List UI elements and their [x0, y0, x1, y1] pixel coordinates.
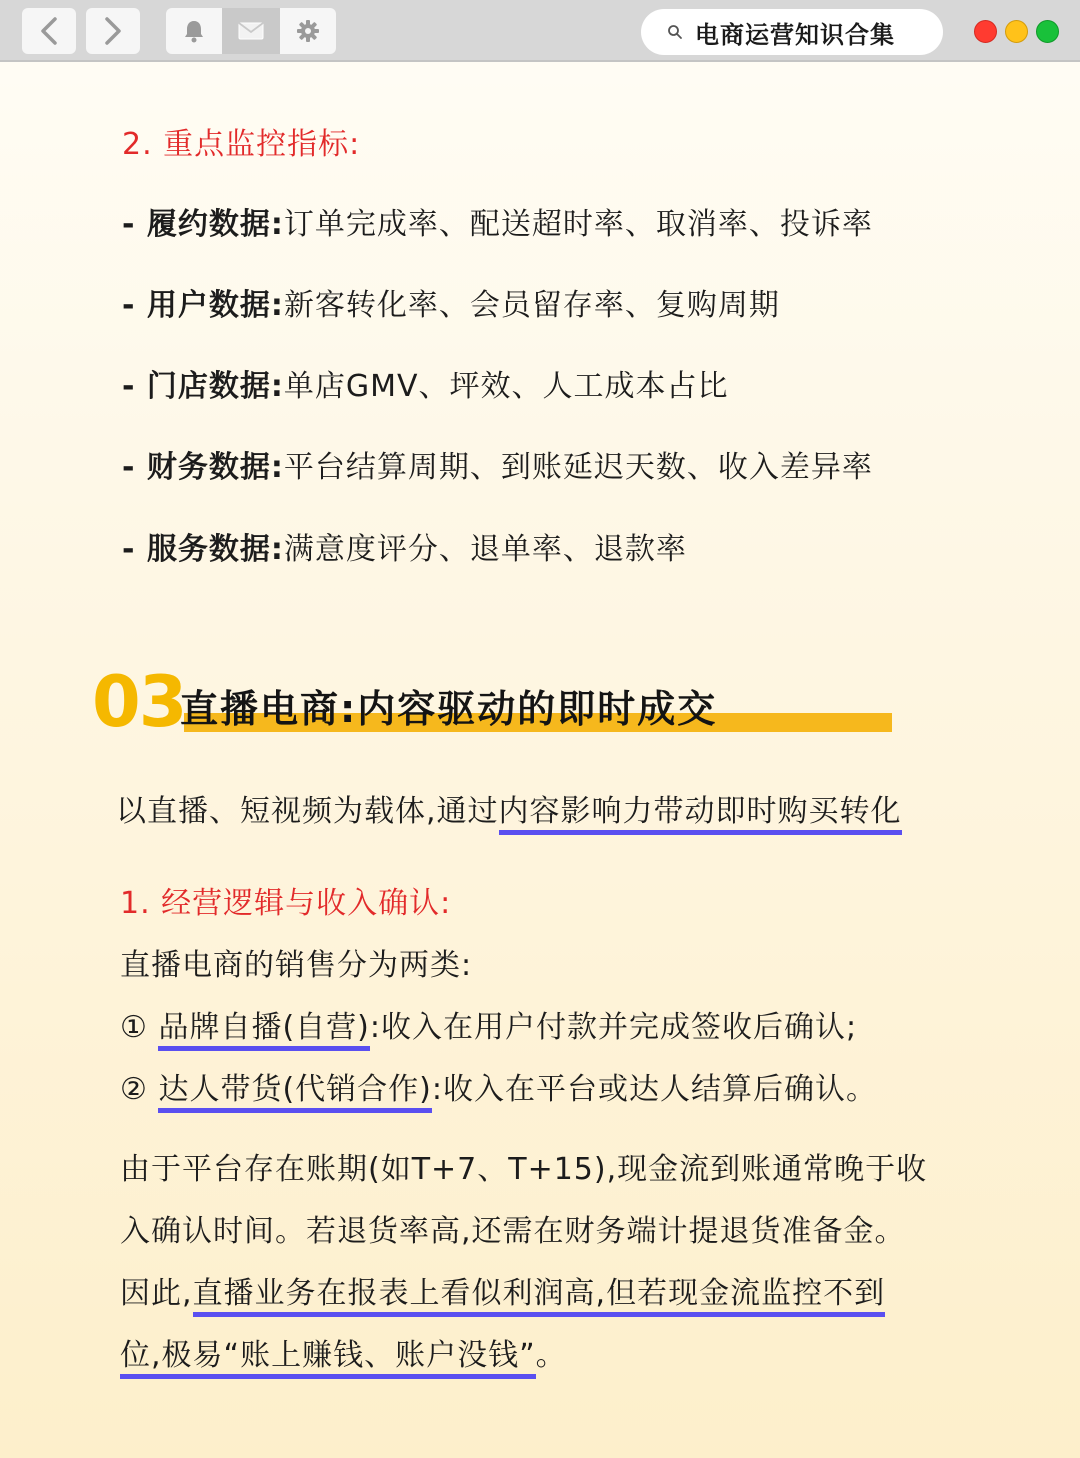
browser-toolbar [0, 0, 1080, 62]
chevron-left-icon [38, 16, 60, 46]
forward-button[interactable] [86, 8, 140, 54]
mail-icon [238, 22, 264, 40]
type-label: 达人带货(代销合作) [158, 1072, 431, 1113]
types-intro: 直播电商的销售分为两类: [120, 948, 473, 983]
metric-value: 平台结算周期、到账延迟天数、收入差异率 [283, 450, 873, 485]
intro-text: 以直播、短视频为载体,通过 [116, 794, 499, 829]
mail-button[interactable] [222, 8, 280, 54]
gear-icon [296, 19, 320, 43]
paragraph-line: 入确认时间。若退货率高,还需在财务端计提退货准备金。 [120, 1214, 906, 1249]
bullet-dash: - [122, 207, 147, 242]
section-title: 直播电商:内容驱动的即时成交 [180, 687, 718, 731]
section-number: 03 [92, 661, 186, 743]
metrics-heading: 2. 重点监控指标: [122, 127, 361, 162]
paragraph-line [120, 1268, 885, 1312]
metric-value: 新客转化率、会员留存率、复购周期 [283, 288, 780, 323]
search-icon [667, 24, 683, 40]
bell-icon [183, 19, 205, 43]
metric-key: 财务数据: [146, 450, 284, 485]
bullet-dash: - [122, 450, 147, 485]
metric-key: 服务数据: [146, 532, 284, 567]
type-text: :收入在平台或达人结算后确认。 [431, 1072, 877, 1107]
type-item-2 [120, 1064, 877, 1108]
type-label: 品牌自播(自营) [158, 1010, 369, 1051]
metric-item-service [122, 524, 687, 568]
metric-value: 满意度评分、退单率、退款率 [283, 532, 687, 567]
metric-key: 门店数据: [146, 369, 284, 404]
metric-item-user [122, 280, 780, 324]
search-bar[interactable] [641, 9, 943, 55]
type-item-1 [120, 1002, 857, 1046]
maximize-window-button[interactable] [1036, 20, 1059, 43]
metric-key: 用户数据: [146, 288, 284, 323]
paragraph-text: 。 [535, 1338, 567, 1373]
metric-item-finance [122, 442, 873, 486]
metric-value: 单店GMV、坪效、人工成本占比 [283, 369, 729, 404]
paragraph-line: 由于平台存在账期(如T+7、T+15),现金流到账通常晚于收 [120, 1152, 928, 1187]
section-intro [116, 786, 902, 830]
circled-number: ② [120, 1072, 148, 1107]
paragraph-highlight: 直播业务在报表上看似利润高,但若现金流监控不到 [193, 1276, 886, 1317]
type-text: :收入在用户付款并完成签收后确认; [369, 1010, 858, 1045]
subsection-heading: 1. 经营逻辑与收入确认: [120, 886, 452, 921]
bullet-dash: - [122, 369, 147, 404]
metric-key: 履约数据: [146, 207, 284, 242]
back-button[interactable] [22, 8, 76, 54]
intro-highlight: 内容影响力带动即时购买转化 [499, 794, 902, 835]
settings-button[interactable] [280, 8, 336, 54]
minimize-window-button[interactable] [1005, 20, 1028, 43]
circled-number: ① [120, 1010, 148, 1045]
section-header-03 [92, 662, 812, 742]
search-text: 电商运营知识合集 [695, 20, 895, 49]
paragraph-text: 因此, [120, 1276, 193, 1311]
paragraph-line [120, 1330, 567, 1374]
metric-item-store [122, 361, 729, 405]
close-window-button[interactable] [974, 20, 997, 43]
chevron-right-icon [102, 16, 124, 46]
notifications-button[interactable] [166, 8, 222, 54]
metric-item-fulfillment [122, 199, 873, 243]
metric-value: 订单完成率、配送超时率、取消率、投诉率 [283, 207, 873, 242]
paragraph-highlight: 位,极易“账上赚钱、账户没钱” [120, 1338, 536, 1379]
bullet-dash: - [122, 288, 147, 323]
bullet-dash: - [122, 532, 147, 567]
